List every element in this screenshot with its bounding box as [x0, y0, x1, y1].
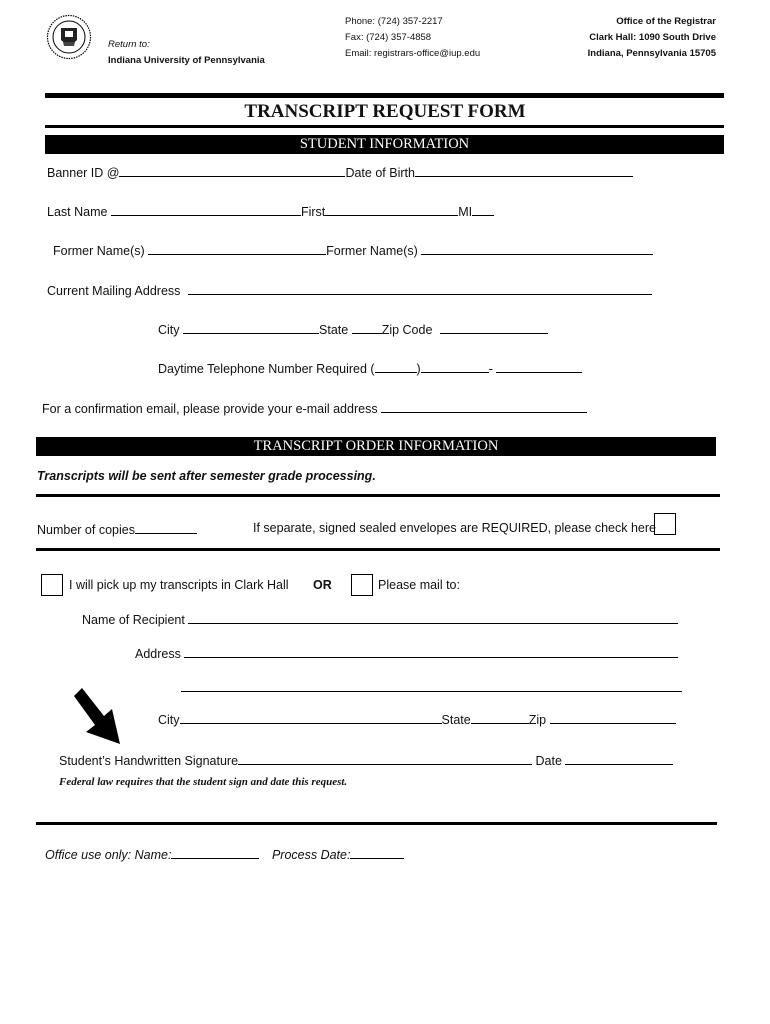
- fax-number: Fax: (724) 357-4858: [345, 32, 432, 43]
- zip-code-field[interactable]: [440, 321, 548, 334]
- recipient-zip-label: Zip: [528, 713, 547, 727]
- banner-id-label: Banner ID @: [47, 166, 120, 180]
- pickup-label: I will pick up my transcripts in Clark Hall: [69, 578, 289, 592]
- phone-number: Phone: (724) 357-2217: [345, 16, 443, 27]
- recipient-zip-field[interactable]: [550, 711, 676, 724]
- former-name-field-2[interactable]: [421, 242, 653, 255]
- banner-id-field[interactable]: [119, 164, 345, 177]
- phone-line-field[interactable]: [496, 360, 582, 373]
- former-names-row: [53, 242, 653, 258]
- banner-id-row: [47, 164, 633, 180]
- state-field[interactable]: [352, 321, 382, 334]
- recipient-address-row: [135, 645, 678, 661]
- student-information-heading: STUDENT INFORMATION: [45, 135, 724, 154]
- confirmation-email-row: [42, 400, 587, 416]
- last-name-label: Last Name: [47, 205, 108, 219]
- arrow-pointer-icon: [74, 688, 128, 748]
- phone-prefix-field[interactable]: [421, 360, 489, 373]
- header-divider: [45, 93, 724, 98]
- date-of-birth-field[interactable]: [415, 164, 633, 177]
- signature-date-label: Date: [535, 754, 562, 768]
- return-to-organization: Indiana University of Pennsylvania: [108, 55, 265, 66]
- name-row: [47, 203, 494, 219]
- zip-code-label: Zip Code: [381, 323, 433, 337]
- number-of-copies-label: Number of copies: [37, 523, 135, 537]
- mailing-address-field[interactable]: [188, 282, 652, 295]
- first-name-label: First: [300, 205, 326, 219]
- number-of-copies-field[interactable]: [135, 521, 197, 534]
- signature-date-field[interactable]: [565, 752, 673, 765]
- recipient-city-row: [158, 711, 676, 727]
- telephone-row: [158, 360, 582, 376]
- email-address: Email: registrars-office@iup.edu: [345, 48, 481, 59]
- process-date-label: Process Date:: [271, 848, 351, 862]
- separate-envelopes-checkbox[interactable]: [654, 513, 676, 535]
- recipient-address-label: Address: [135, 647, 181, 661]
- city-field[interactable]: [183, 321, 319, 334]
- area-code-close: ): [416, 362, 421, 376]
- last-name-field[interactable]: [111, 203, 301, 216]
- former-name-label-2: Former Name(s): [326, 244, 418, 258]
- federal-law-notice: Federal law requires that the student sign and date this request.: [59, 776, 348, 788]
- recipient-address-field[interactable]: [184, 645, 678, 658]
- office-divider: [36, 822, 717, 825]
- or-label: OR: [313, 578, 332, 592]
- city-state-zip-row: [158, 321, 548, 337]
- date-of-birth-label: Date of Birth: [345, 166, 415, 180]
- return-to-label: Return to:: [108, 39, 150, 50]
- copies-row: [37, 521, 197, 537]
- former-name-field-1[interactable]: [148, 242, 326, 255]
- recipient-state-field[interactable]: [471, 711, 529, 724]
- confirmation-email-field[interactable]: [381, 400, 587, 413]
- mail-checkbox[interactable]: [351, 574, 373, 596]
- grade-processing-note: Transcripts will be sent after semester grade processing.: [37, 469, 376, 483]
- title-divider: [45, 125, 724, 128]
- mailing-address-label: Current Mailing Address: [47, 284, 181, 298]
- recipient-city-label: City: [158, 713, 180, 727]
- recipient-city-field[interactable]: [180, 711, 442, 724]
- form-title: TRANSCRIPT REQUEST FORM: [244, 101, 526, 122]
- signature-field[interactable]: [238, 752, 532, 765]
- office-city: Indiana, Pennsylvania 15705: [587, 48, 716, 59]
- signature-row: [59, 752, 673, 768]
- separate-envelopes-label: If separate, signed sealed envelopes are REQUIRED, please check here: [253, 521, 657, 535]
- confirmation-email-label: For a confirmation email, please provide your e-mail address: [42, 402, 378, 416]
- telephone-label: Daytime Telephone Number Required (: [158, 362, 375, 376]
- state-label: State: [319, 323, 349, 337]
- office-name-field[interactable]: [171, 846, 259, 859]
- recipient-address-field-2[interactable]: [181, 691, 682, 692]
- recipient-name-label: Name of Recipient: [82, 613, 185, 627]
- former-name-label-1: Former Name(s): [53, 244, 145, 258]
- middle-initial-label: MI: [458, 205, 473, 219]
- phone-dash: -: [488, 362, 493, 376]
- recipient-name-field[interactable]: [188, 611, 678, 624]
- mail-to-label: Please mail to:: [378, 578, 460, 592]
- recipient-row: [82, 611, 678, 627]
- signature-label: Student’s Handwritten Signature: [59, 754, 239, 768]
- mailing-address-row: [47, 282, 652, 298]
- university-seal-logo: [46, 14, 92, 60]
- office-use-row: [45, 846, 404, 862]
- process-date-field[interactable]: [350, 846, 404, 859]
- order-divider-bottom: [36, 548, 720, 551]
- city-label: City: [158, 323, 180, 337]
- middle-initial-field[interactable]: [472, 203, 494, 216]
- office-name: Office of the Registrar: [616, 16, 716, 27]
- recipient-state-label: State: [441, 713, 471, 727]
- pickup-checkbox[interactable]: [41, 574, 63, 596]
- order-divider-top: [36, 494, 720, 497]
- office-name-label: Office use only: Name:: [45, 848, 172, 862]
- transcript-order-heading: TRANSCRIPT ORDER INFORMATION: [36, 437, 716, 456]
- area-code-field[interactable]: [375, 360, 417, 373]
- first-name-field[interactable]: [325, 203, 458, 216]
- office-street: Clark Hall: 1090 South Drive: [589, 32, 716, 43]
